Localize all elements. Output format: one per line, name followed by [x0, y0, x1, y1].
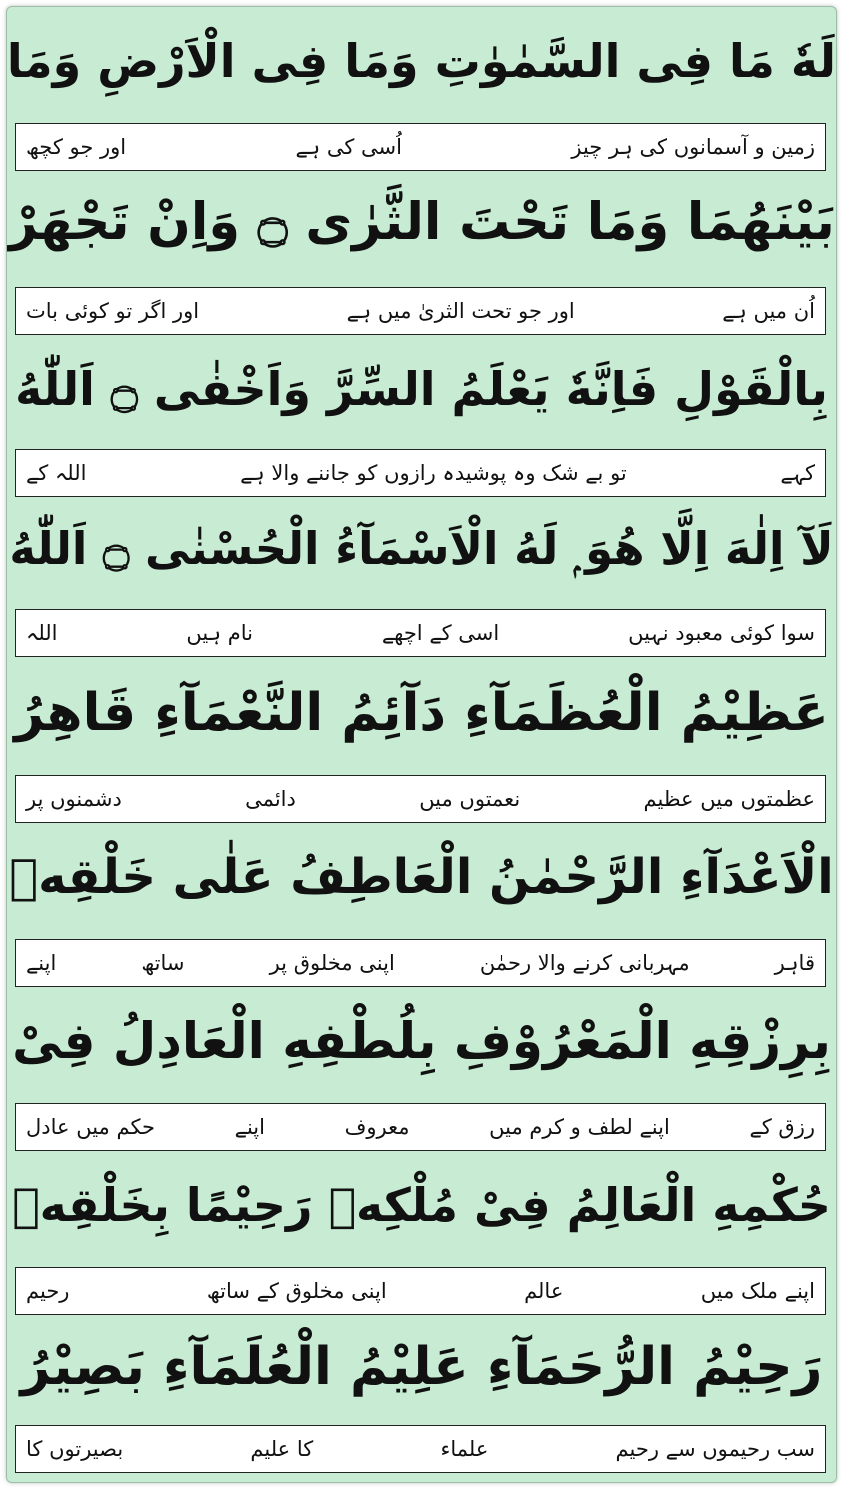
verse-line-6: الْاَعْدَآءِ الرَّحْمٰنُ الْعَاطِفُ عَلٰى خَلْقِهٖ — [9, 849, 834, 905]
translation-line-5 — [15, 775, 826, 823]
translation-segment: اور اگر تو کوئی بات — [26, 299, 200, 323]
translation-segment: اُسی کی ہے — [295, 135, 402, 159]
translation-line-4 — [15, 609, 826, 657]
translation-segment: اپنے ملک میں — [700, 1279, 815, 1303]
translation-segment: اور جو کچھ — [26, 135, 127, 159]
translation-segment: معروف — [344, 1115, 410, 1139]
translation-segment: سب رحیموں سے رحیم — [615, 1437, 815, 1461]
translation-segment: اپنے لطف و کرم میں — [489, 1115, 670, 1139]
translation-segment: اپنی مخلوق پر — [269, 951, 395, 975]
prayer-page — [6, 6, 837, 1483]
translation-segment: اللہ — [26, 621, 58, 645]
translation-segment: نام ہیں — [186, 621, 253, 645]
translation-line-9 — [15, 1425, 826, 1473]
translation-segment: نعمتوں میں — [419, 787, 521, 811]
translation-line-2 — [15, 287, 826, 335]
translation-line-3 — [15, 449, 826, 497]
verse-line-2: بَيْنَهُمَا وَمَا تَحْتَ الثَّرٰى ۝ وَاِنْ تَجْهَرْ — [8, 193, 835, 252]
translation-segment: رزق کے — [749, 1115, 815, 1139]
translation-segment: علماء — [440, 1437, 489, 1461]
verse-line-3: بِالْقَوْلِ فَاِنَّهٗ يَعْلَمُ السِّرَّ وَاَخْفٰى ۝ اَللّٰهُ — [15, 362, 828, 416]
translation-segment: حکم میں عادل — [26, 1115, 156, 1139]
translation-line-1 — [15, 123, 826, 171]
translation-segment: اپنی مخلوق کے ساتھ — [206, 1279, 387, 1303]
translation-segment: اور جو تحت الثریٰ میں ہے — [346, 299, 575, 323]
translation-segment: قاہر — [774, 951, 815, 975]
translation-line-7 — [15, 1103, 826, 1151]
translation-segment: بصیرتوں کا — [26, 1437, 124, 1461]
verse-line-7: بِرِزْقِهِ الْمَعْرُوْفِ بِلُطْفِهِ الْعَادِلُ فِىْ — [12, 1012, 831, 1070]
translation-segment: کہے — [780, 461, 815, 485]
translation-segment: ساتھ — [141, 951, 185, 975]
translation-segment: دائمی — [245, 787, 296, 811]
verse-line-1: لَهٗ مَا فِى السَّمٰوٰتِ وَمَا فِى الْاَرْضِ وَمَا — [7, 34, 836, 88]
verse-line-4: لَآ اِلٰهَ اِلَّا هُوَ ۭ لَهُ الْاَسْمَآءُ الْحُسْنٰى ۝ اَللّٰهُ — [9, 522, 834, 575]
translation-segment: اُن میں ہے — [722, 299, 815, 323]
translation-line-8 — [15, 1267, 826, 1315]
translation-segment: عظمتوں میں عظیم — [643, 787, 815, 811]
verse-line-8: حُكْمِهِ الْعَالِمُ فِىْ مُلْكِهٖ رَحِيْمًا بِخَلْقِهٖ — [12, 1178, 831, 1232]
translation-segment: عالم — [524, 1279, 564, 1303]
translation-segment: مہربانی کرنے والا رحمٰن — [479, 951, 690, 975]
translation-segment: اللہ کے — [26, 461, 87, 485]
translation-segment: سوا کوئی معبود نہیں — [628, 621, 815, 645]
translation-segment: تو بے شک وہ پوشیدہ رازوں کو جاننے والا ہے — [240, 461, 627, 485]
verse-line-5: عَظِيْمُ الْعُظَمَآءِ دَآئِمُ النَّعْمَآءِ قَاهِرُ — [14, 683, 829, 743]
translation-segment: دشمنوں پر — [26, 787, 122, 811]
translation-line-6 — [15, 939, 826, 987]
translation-segment: زمین و آسمانوں کی ہر چیز — [571, 135, 815, 159]
translation-segment: اپنے — [234, 1115, 265, 1139]
translation-segment: رحیم — [26, 1279, 70, 1303]
translation-segment: اسی کے اچھے — [381, 621, 500, 645]
translation-segment: کا علیم — [250, 1437, 314, 1461]
translation-segment: اپنے — [26, 951, 57, 975]
verse-line-9: رَحِيْمُ الرُّحَمَآءِ عَلِيْمُ الْعُلَمَآءِ بَصِيْرُ — [20, 1337, 823, 1397]
